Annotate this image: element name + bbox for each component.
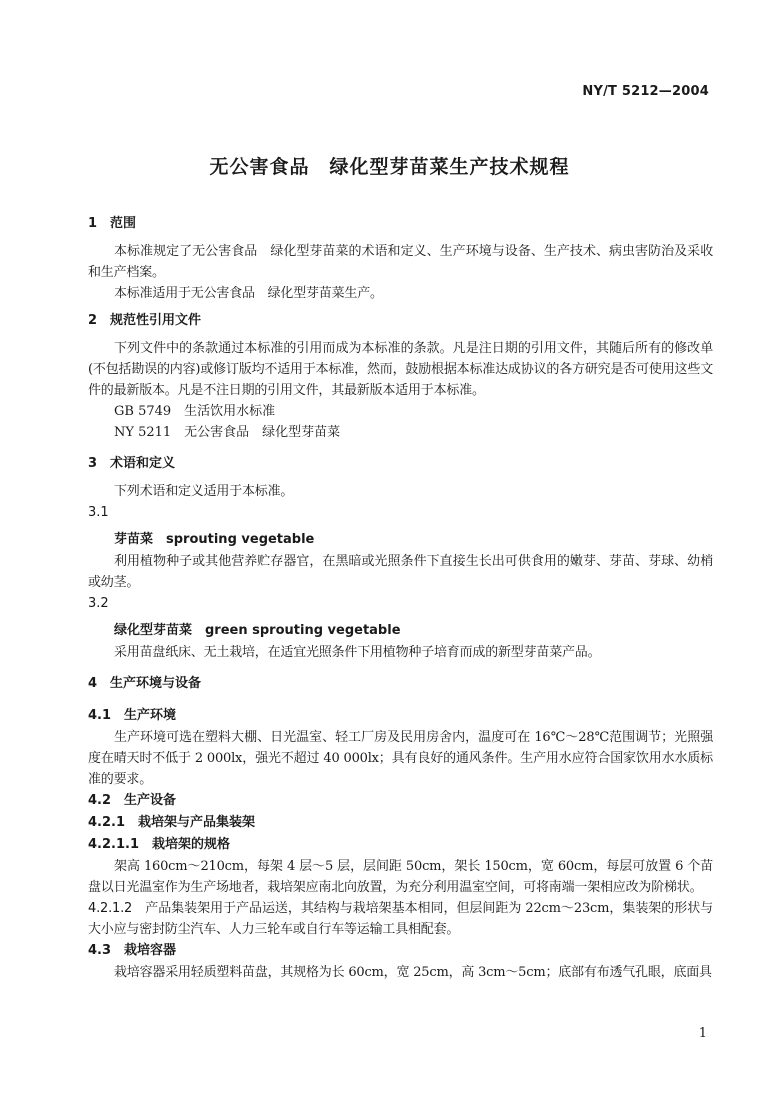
page-number: 1: [698, 1026, 707, 1041]
section-4-1-paragraph: 生产环境可选在塑料大棚、日光温室、轻工厂房及民用房舍内，温度可在 16℃～28℃范围调节；光照强度在晴天时不低于 2 000lx，强光不超过 40 000lx；具有良好的通风条件。生产用水应符合国家饮用水水质标准的要求。: [88, 730, 713, 787]
section-1-paragraph-2: 本标准适用于无公害食品 绿化型芽苗菜生产。: [114, 286, 383, 301]
reference-item: GB 5749 生活饮用水标准: [114, 404, 276, 419]
section-4-3-heading: 4.3 栽培容器: [88, 943, 177, 958]
reference-item: NY 5211 无公害食品 绿化型芽苗菜: [114, 425, 341, 440]
section-4-2-heading: 4.2 生产设备: [88, 793, 177, 808]
section-4-2-1-1-paragraph: 架高 160cm～210cm，每架 4 层～5 层，层间距 50cm，架长 150cm，宽 60cm，每层可放置 6 个苗盘以日光温室作为生产场地者，栽培架应南北向放置，为充分利用温室空间，可将南端一架相应改为阶梯状。: [88, 859, 713, 895]
page-title: 无公害食品 绿化型芽苗菜生产技术规程: [209, 156, 570, 178]
section-3-heading: 3 术语和定义: [88, 456, 176, 471]
term-definition: 采用苗盘纸床、无土栽培，在适宜光照条件下用植物种子培育而成的新型芽苗菜产品。: [114, 645, 601, 660]
term-name: 绿化型芽苗菜 green sprouting vegetable: [114, 623, 401, 638]
section-4-heading: 4 生产环境与设备: [88, 676, 202, 691]
document-body: [88, 213, 713, 983]
clause-text: 产品集装架用于产品运送，其结构与栽培架基本相同，但层间距为 22cm～23cm，集装架的形状与大小应与密封防尘汽车、人力三轮车或自行车等运输工具相配套。: [88, 901, 713, 937]
section-4-2-1-2-paragraph: [88, 898, 713, 940]
section-4-1-heading: 4.1 生产环境: [88, 708, 177, 723]
term-number: 3.1: [88, 505, 109, 520]
section-3-paragraph-1: 下列术语和定义适用于本标准。: [114, 484, 294, 499]
section-4-2-1-1-heading: 4.2.1.1 栽培架的规格: [88, 837, 230, 852]
section-4-3-paragraph: 栽培容器采用轻质塑料苗盘，其规格为长 60cm，宽 25cm，高 3cm～5cm；底部有布透气孔眼，底面具: [114, 965, 712, 980]
clause-number: 4.2.1.2: [88, 901, 133, 916]
term-number: 3.2: [88, 596, 109, 611]
term-name: 芽苗菜 sprouting vegetable: [114, 532, 315, 547]
section-2-paragraph-1: 下列文件中的条款通过本标准的引用而成为本标准的条款。凡是注日期的引用文件，其随后所有的修改单(不包括勘误的内容)或修订版均不适用于本标准，然而，鼓励根据本标准达成协议的各方研究是否可使用这些文件的最新版本。凡是不注日期的引用文件，其最新版本适用于本标准。: [88, 341, 713, 398]
section-4-2-1-heading: 4.2.1 栽培架与产品集装架: [88, 815, 256, 830]
section-1-heading: 1 范围: [88, 216, 137, 231]
term-definition: 利用植物种子或其他营养贮存器官，在黑暗或光照条件下直接生长出可供食用的嫩芽、芽苗、芽球、幼梢或幼茎。: [88, 554, 713, 590]
section-2-heading: 2 规范性引用文件: [88, 313, 202, 328]
standard-code: NY/T 5212—2004: [582, 84, 709, 99]
section-1-paragraph-1: 本标准规定了无公害食品 绿化型芽苗菜的术语和定义、生产环境与设备、生产技术、病虫害防治及采收和生产档案。: [88, 244, 713, 280]
